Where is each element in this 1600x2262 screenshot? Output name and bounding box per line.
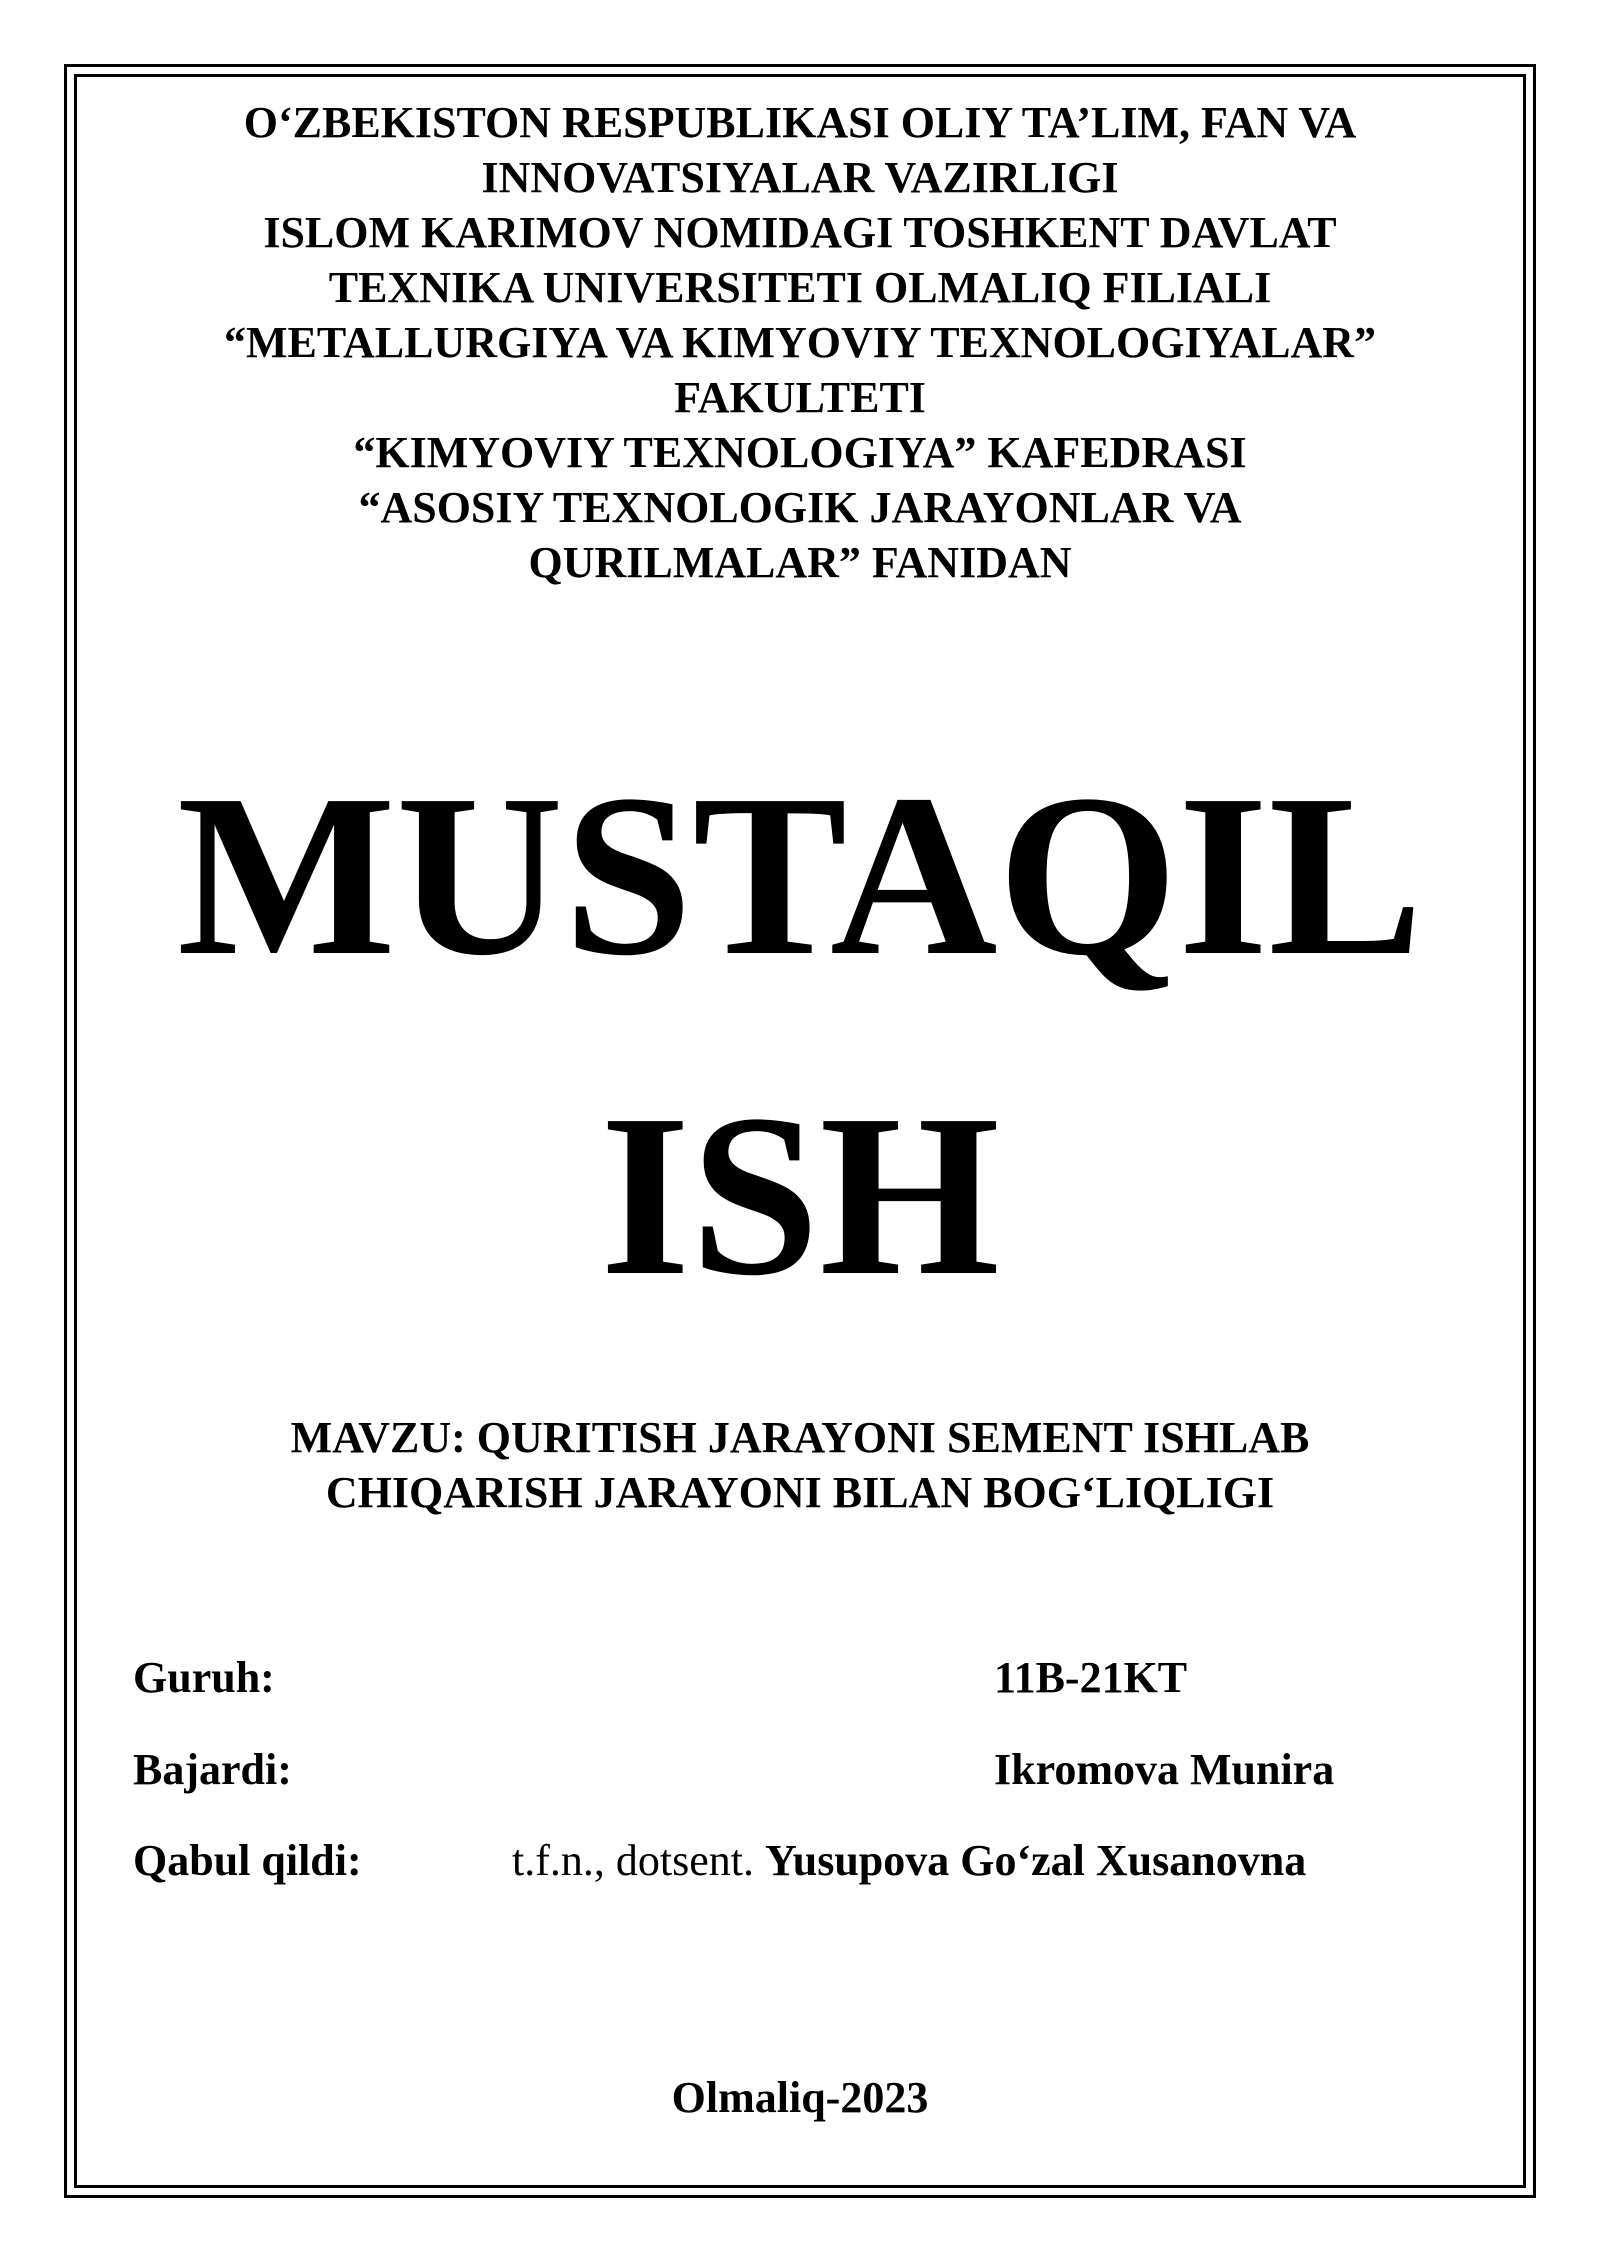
performer-value: Ikromova Munira: [994, 1745, 1335, 1794]
performer-label: Bajardi:: [133, 1745, 292, 1794]
header-line: “ASOSIY TEXNOLOGIK JARAYONLAR VA: [358, 483, 1242, 532]
topic-line: CHIQARISH JARAYONI BILAN BOG‘LIQLIGI: [325, 1468, 1275, 1517]
institution-header: [100, 95, 1500, 590]
place-year: Olmaliq-2023: [671, 2073, 929, 2122]
topic-line: MAVZU: QURITISH JARAYONI SEMENT ISHLAB: [290, 1413, 1310, 1462]
document-title-line-1: MUSTAQIL: [176, 747, 1424, 1004]
accepted-name: Yusupova Go‘zal Xusanovna: [764, 1836, 1307, 1885]
topic-block: [100, 1410, 1500, 1520]
header-line: FAKULTETI: [674, 373, 926, 422]
header-line: INNOVATSIYALAR VAZIRLIGI: [481, 153, 1119, 202]
group-value: 11B-21KT: [994, 1653, 1188, 1702]
group-label: Guruh:: [133, 1653, 275, 1702]
header-line: QURILMALAR” FANIDAN: [528, 538, 1072, 587]
document-title-line-2: ISH: [600, 1067, 1000, 1324]
accepted-label: Qabul qildi:: [133, 1836, 362, 1885]
header-line: ISLOM KARIMOV NOMIDAGI TOSHKENT DAVLAT: [263, 208, 1337, 257]
header-line: “METALLURGIYA VA KIMYOVIY TEXNOLOGIYALAR”: [224, 318, 1376, 367]
accepted-by: [512, 1833, 1306, 1888]
header-line: O‘ZBEKISTON RESPUBLIKASI OLIY TA’LIM, FAN VA: [243, 98, 1357, 147]
header-line: TEXNIKA UNIVERSITETI OLMALIQ FILIALI: [328, 263, 1272, 312]
accepted-title: t.f.n., dotsent.: [512, 1836, 765, 1885]
header-line: “KIMYOVIY TEXNOLOGIYA” KAFEDRASI: [353, 428, 1247, 477]
